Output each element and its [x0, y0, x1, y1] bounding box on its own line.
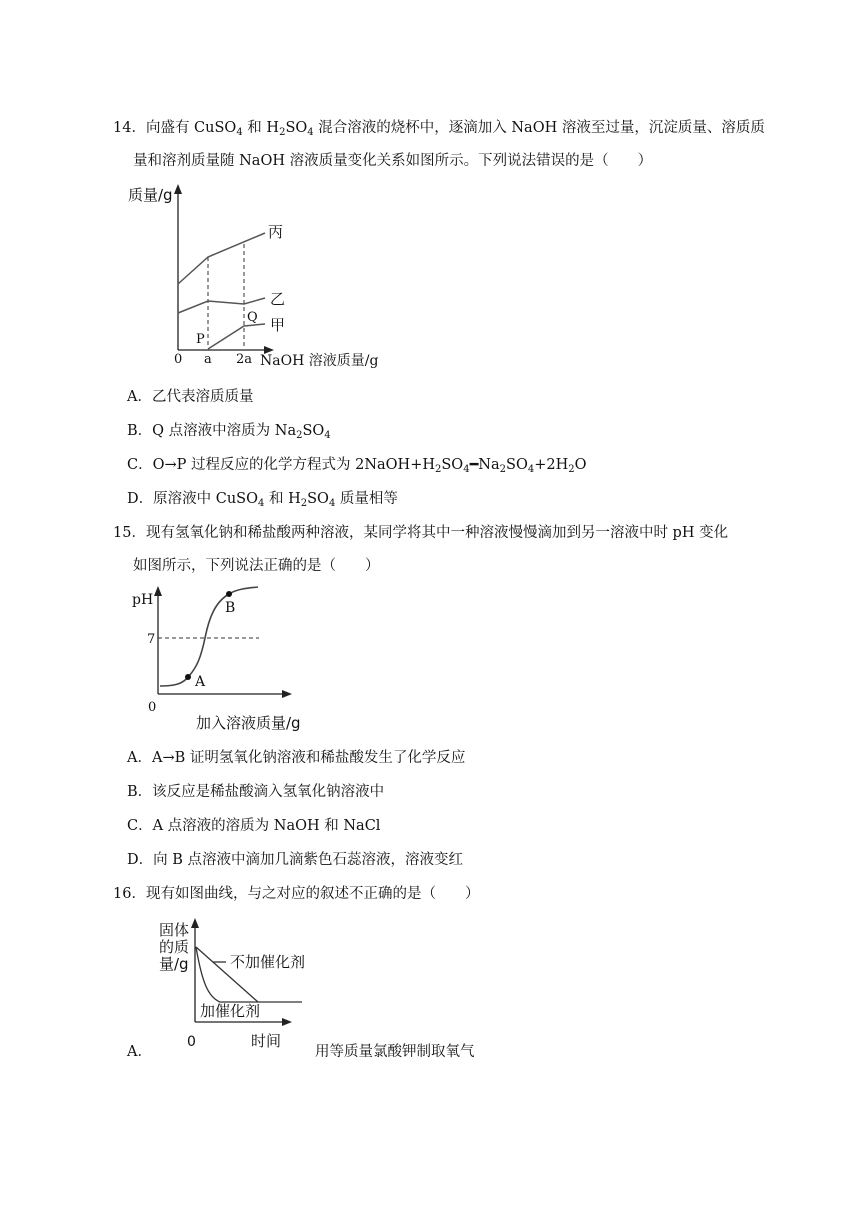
label-bing: 丙 [268, 223, 284, 241]
q16-option-a-label: A． [127, 1044, 152, 1060]
q14-option-d [127, 487, 398, 509]
q16-option-a-text: 用等质量氯酸钾制取氧气 [315, 1044, 475, 1060]
x-axis-arrow [282, 690, 292, 698]
y-axis-arrow [154, 586, 162, 596]
label-jia: 甲 [270, 316, 286, 334]
q14-graph [120, 180, 400, 375]
y-axis-arrow [191, 918, 199, 928]
q14-text: 和 H [242, 120, 280, 136]
q15-line2: 如图所示，下列说法正确的是（ ） [133, 558, 380, 574]
option-text: B．Q 点溶液中溶质为 Na [127, 423, 297, 439]
y-axis-label: pH [132, 592, 154, 608]
q15-number: 15． [113, 525, 146, 541]
q14-option-c [127, 453, 587, 475]
option-text: 质量相等 [335, 491, 398, 507]
q14-text: SO [285, 120, 308, 136]
subscript: 4 [463, 464, 470, 475]
label-no-catalyst: 不加催化剂 [230, 953, 306, 971]
q16-graph [150, 912, 310, 1057]
y-axis-label-3: 量/g [159, 955, 189, 973]
curve-jia [208, 324, 265, 349]
option-text: D．原溶液中 CuSO [127, 491, 258, 507]
q15-graph [125, 580, 325, 735]
q15-option-c: C．A 点溶液的溶质为 NaOH 和 NaCl [127, 818, 381, 834]
q16-line1 [113, 882, 479, 903]
option-text: SO [302, 423, 325, 439]
label-B: B [225, 600, 236, 616]
label-yi: 乙 [270, 290, 286, 308]
y-axis-label: 质量/g [128, 186, 173, 204]
option-text: +2H [534, 457, 569, 473]
subscript: 2 [300, 498, 308, 509]
subscript: 2 [279, 127, 286, 138]
q14-option-b [127, 419, 331, 441]
label-catalyst: 加催化剂 [200, 1002, 261, 1020]
y-axis-label-1: 固体 [159, 921, 190, 939]
option-text: ━Na [469, 457, 500, 473]
subscript: 2 [435, 464, 442, 475]
tick-7: 7 [147, 632, 156, 647]
point-A [185, 674, 191, 680]
q16-number: 16． [113, 886, 146, 902]
q14-text: 混合溶液的烧杯中，逐滴加入 NaOH 溶液至过量，沉淀质量、溶质质 [313, 120, 765, 136]
option-text: SO [506, 457, 528, 473]
q14-text: 向盛有 CuSO [145, 120, 237, 136]
label-P: P [196, 332, 205, 347]
y-axis-arrow [174, 184, 182, 194]
q14-option-a: A．乙代表溶质质量 [127, 389, 254, 405]
q14-line2: 量和溶剂质量随 NaOH 溶液质量变化关系如图所示。下列说法错误的是（ ） [133, 153, 653, 169]
x-axis-label: 加入溶液质量/g [196, 714, 301, 732]
q14-number: 14． [113, 120, 146, 136]
subscript: 2 [568, 464, 575, 475]
y-axis-label-2: 的质 [159, 938, 190, 956]
origin-label: 0 [148, 700, 157, 715]
q14-line1 [113, 116, 765, 138]
subscript: 4 [328, 498, 336, 509]
curve-bing [178, 233, 265, 284]
ph-curve [160, 587, 258, 686]
subscript: 4 [527, 464, 535, 475]
option-text: O [574, 457, 587, 473]
q16-text: 现有如图曲线，与之对应的叙述不正确的是（ ） [145, 886, 480, 902]
x-axis-label: 时间 [251, 1032, 282, 1050]
subscript: 4 [236, 127, 243, 138]
subscript: 4 [324, 430, 331, 441]
q15-text: 现有氢氧化钠和稀盐酸两种溶液，某同学将其中一种溶液慢慢滴加到另一溶液中时 pH 变化 [145, 525, 729, 541]
x-axis-arrow [282, 1018, 292, 1026]
origin-label: 0 [174, 352, 183, 367]
option-text: SO [441, 457, 464, 473]
x-axis-label: NaOH 溶液质量/g [260, 353, 379, 369]
subscript: 2 [499, 464, 507, 475]
option-text: 和 H [264, 491, 301, 507]
q15-line1 [113, 521, 728, 542]
subscript: 4 [307, 127, 314, 138]
option-text: C．O→P 过程反应的化学方程式为 2NaOH+H [127, 457, 435, 473]
subscript: 2 [296, 430, 303, 441]
q15-option-b: B．该反应是稀盐酸滴入氢氧化钠溶液中 [127, 784, 385, 800]
origin-label: 0 [187, 1034, 196, 1050]
q15-option-d: D．向 B 点溶液中滴加几滴紫色石蕊溶液，溶液变红 [127, 852, 463, 868]
label-Q: Q [247, 310, 258, 325]
point-B [226, 591, 232, 597]
x-tick-a: a [204, 352, 212, 367]
label-A: A [195, 674, 206, 690]
option-text: SO [307, 491, 329, 507]
q15-option-a: A．A→B 证明氢氧化钠溶液和稀盐酸发生了化学反应 [127, 750, 466, 766]
subscript: 4 [258, 498, 265, 509]
x-tick-2a: 2a [236, 352, 253, 367]
